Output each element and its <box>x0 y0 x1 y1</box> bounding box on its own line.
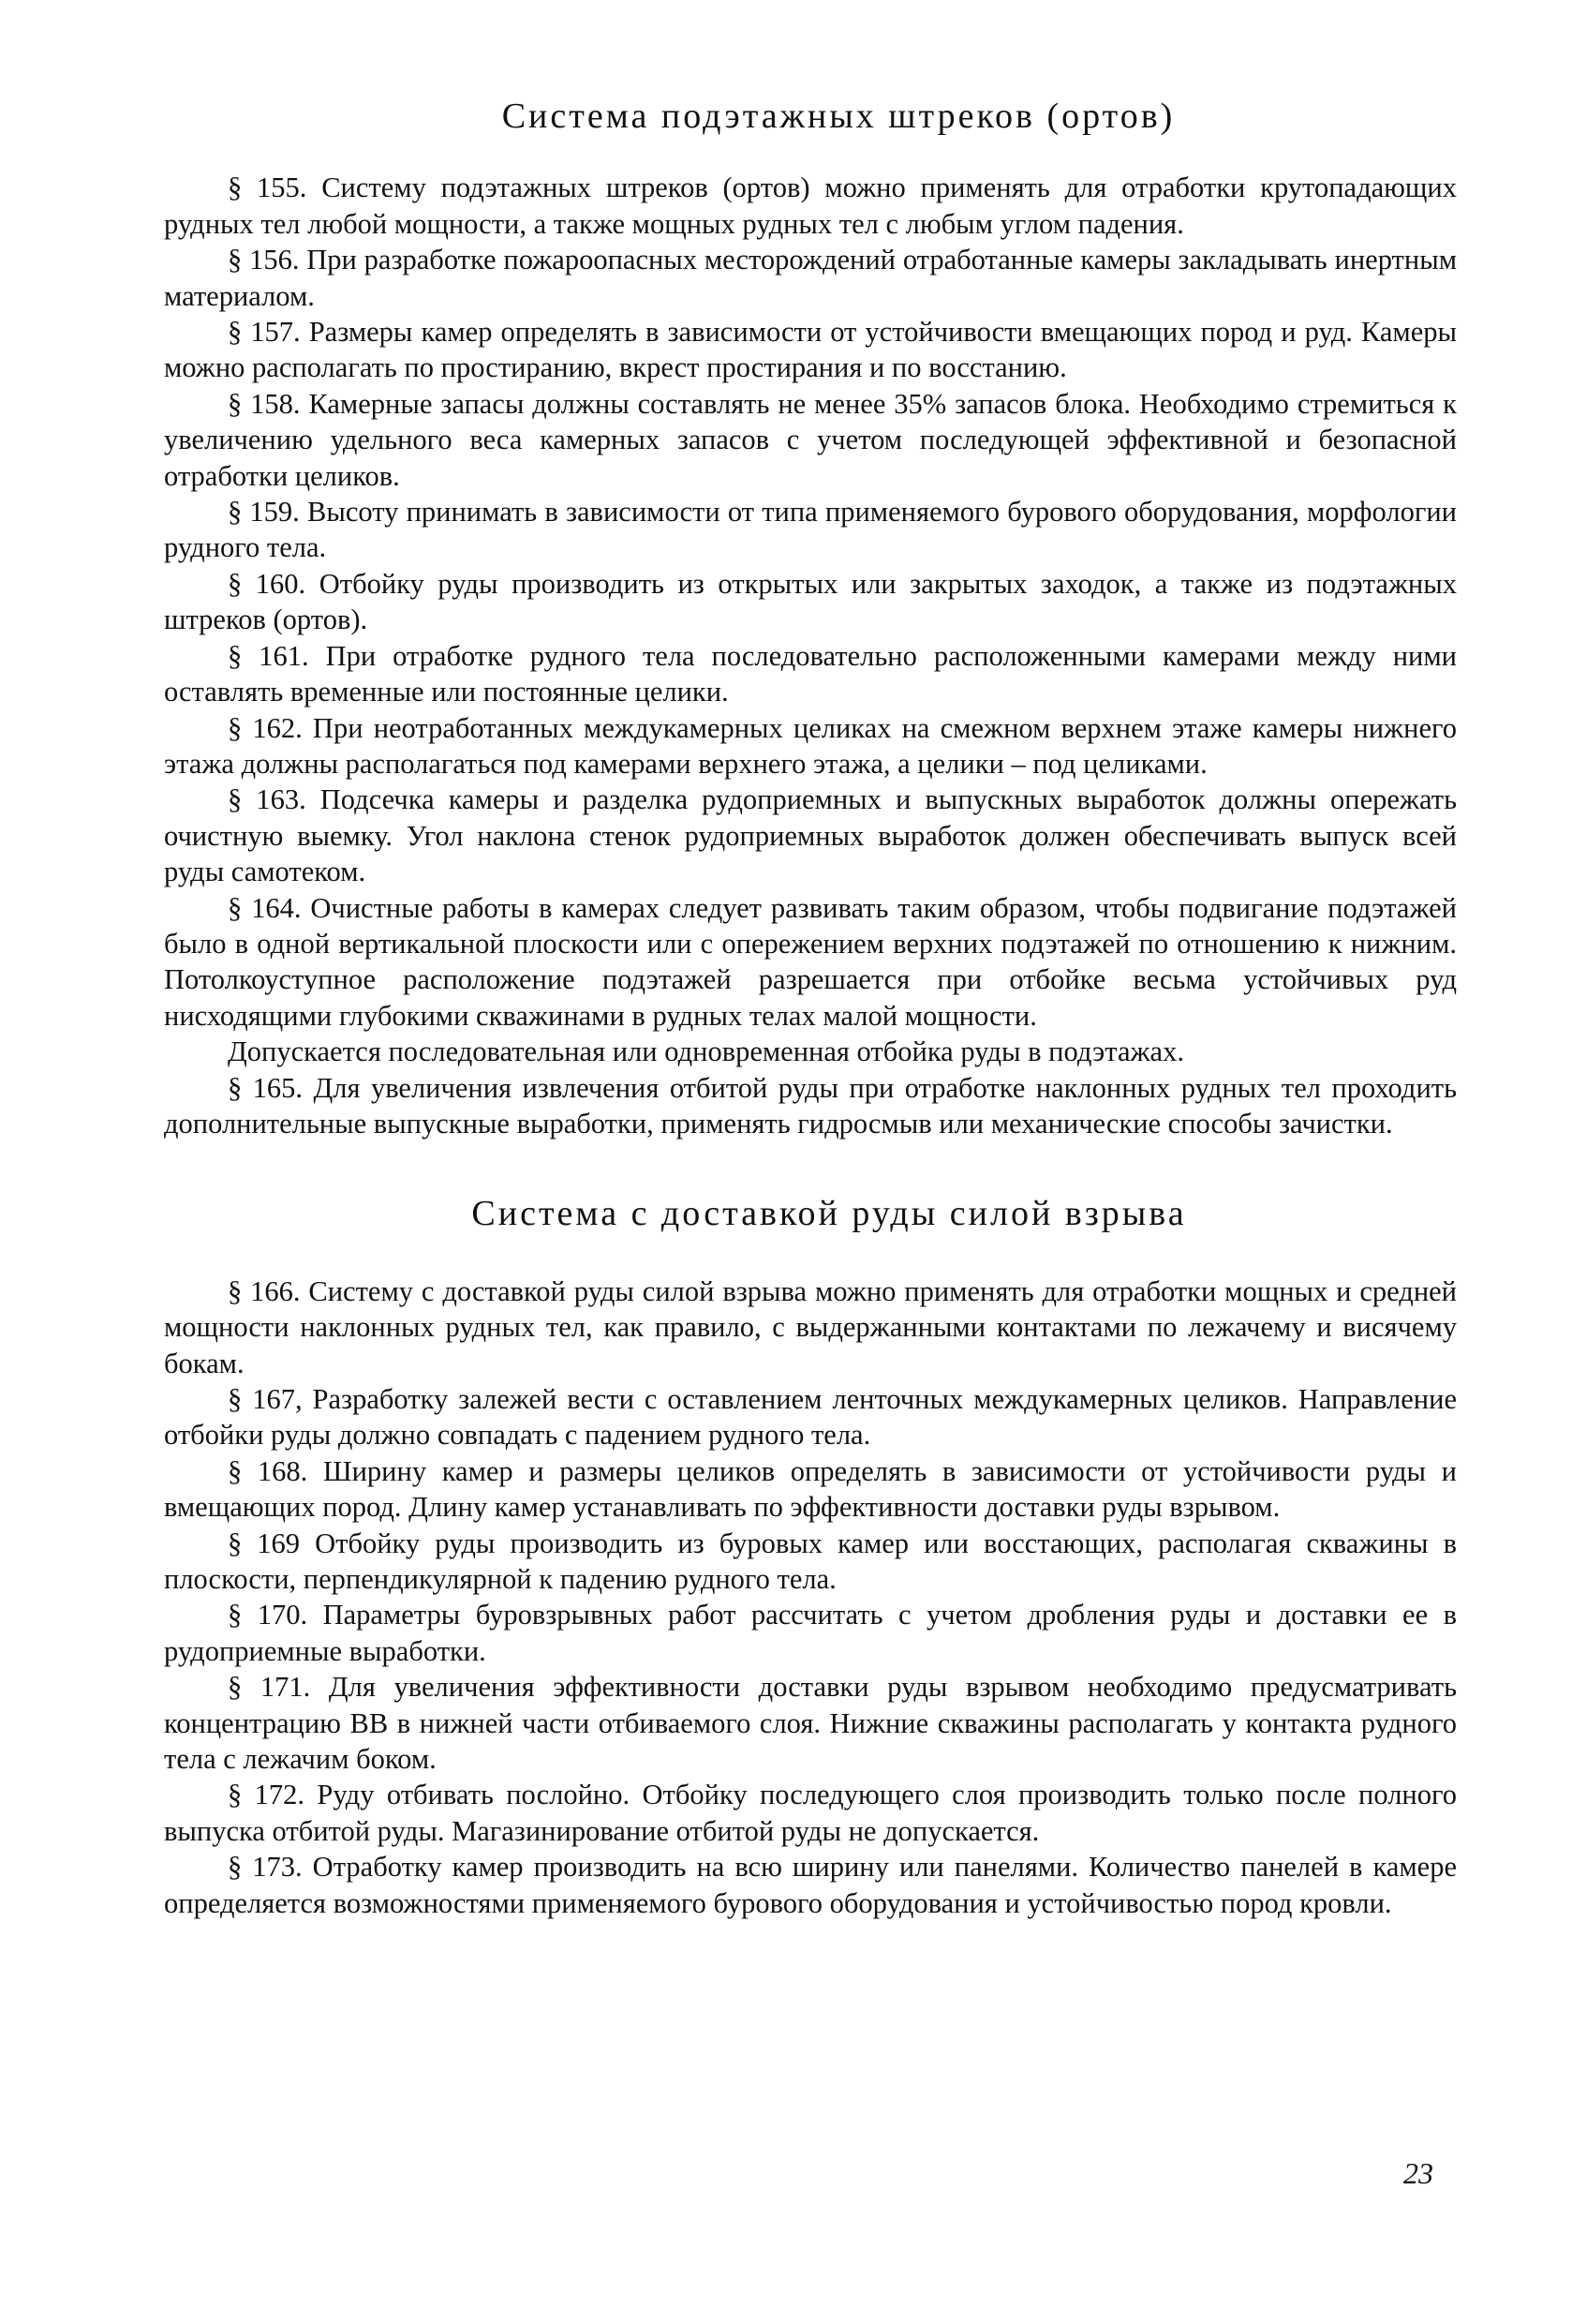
document-page <box>164 98 1457 2272</box>
paragraph-171: § 171. Для увеличения эффективности доставки руды взрывом необходимо предусматривать концентрацию ВВ в нижней части отбиваемого слоя. Нижние скважины располагать у контакта рудного тела с лежачим боком. <box>164 1671 1457 1776</box>
paragraph-158: § 158. Камерные запасы должны составлять не менее 35% запасов блока. Необходимо стремиться к увеличению удельного веса камерных запасов с учетом последующей эффективной и безопасной отработки целиков. <box>164 387 1457 492</box>
section-body <box>164 170 1457 1141</box>
paragraph-164-note: Допускается последовательная или одновременная отбойка руды в подэтажах. <box>228 1035 1184 1068</box>
section-body <box>164 1274 1457 1921</box>
paragraph-157: § 157. Размеры камер определять в зависимости от устойчивости вмещающих пород и руд. Камеры можно располагать по простиранию, вкрест простирания и по восстанию. <box>164 316 1457 384</box>
paragraph-155: § 155. Систему подэтажных штреков (ортов) можно применять для отработки крутопадающих рудных тел любой мощности, а также мощных рудных тел с любым углом падения. <box>164 171 1457 240</box>
paragraph-163: § 163. Подсечка камеры и разделка рудоприемных и выпускных выработок должны опережать очистную выемку. Угол наклона стенок рудоприемных выработок должен обеспечивать выпуск всей руды самотеком. <box>164 783 1457 888</box>
paragraph-161: § 161. При отработке рудного тела последовательно расположенными камерами между ними оставлять временные или постоянные целики. <box>164 639 1457 708</box>
paragraph-170: § 170. Параметры буровзрывных работ рассчитать с учетом дробления руды и доставки ее в рудоприемные выработки. <box>164 1599 1457 1667</box>
section-title: Система с доставкой руды силой взрыва <box>471 1194 1187 1234</box>
section-title: Система подэтажных штреков (ортов) <box>501 97 1176 136</box>
page-number: 23 <box>1403 2156 1433 2190</box>
paragraph-165: § 165. Для увеличения извлечения отбитой руды при отработке наклонных рудных тел проходить дополнительные выпускные выработки, применять гидросмыв или механические способы зачистки. <box>164 1071 1457 1140</box>
paragraph-173: § 173. Отработку камер производить на всю ширину или панелями. Количество панелей в камере определяется возможностями применяемого бурового оборудования и устойчивостью пород кровли. <box>164 1851 1457 1919</box>
paragraph-166: § 166. Систему с доставкой руды силой взрыва можно применять для отработки мощных и средней мощности наклонных рудных тел, как правило, с выдержанными контактами по лежачему и висячему бокам. <box>164 1274 1457 1379</box>
paragraph-172: § 172. Руду отбивать послойно. Отбойку последующего слоя производить только после полного выпуска отбитой руды. Магазинирование отбитой руды не допускается. <box>164 1779 1457 1847</box>
paragraph-162: § 162. При неотработанных междукамерных целиках на смежном верхнем этаже камеры нижнего этажа должны располагаться под камерами верхнего этажа, а целики – под целиками. <box>164 711 1457 780</box>
paragraph-159: § 159. Высоту принимать в зависимости от типа применяемого бурового оборудования, морфологии рудного тела. <box>164 496 1457 564</box>
paragraph-164: § 164. Очистные работы в камерах следует развивать таким образом, чтобы подвигание подэтажей было в одной вертикальной плоскости или с опережением верхних подэтажей по отношению к нижним. Потолкоуступное расположение подэтажей разрешается при отбойке весьма устойчивых руд нисходящими глубокими скважинами в рудных телах малой мощности. <box>164 891 1457 1032</box>
paragraph-160: § 160. Отбойку руды производить из открытых или закрытых заходок, а также из подэтажных штреков (ортов). <box>164 567 1457 636</box>
paragraph-168: § 168. Ширину камер и размеры целиков определять в зависимости от устойчивости руды и вмещающих пород. Длину камер устанавливать по эффективности доставки руды взрывом. <box>164 1454 1457 1524</box>
paragraph-156: § 156. При разработке пожароопасных месторождений отработанные камеры закладывать инертным материалом. <box>164 244 1457 312</box>
paragraph-167: § 167, Разработку залежей вести с оставлением ленточных междукамерных целиков. Направление отбойки руды должно совпадать с падением рудного тела. <box>164 1383 1457 1452</box>
paragraph-169: § 169 Отбойку руды производить из буровых камер или восстающих, располагая скважины в плоскости, перпендикулярной к падению рудного тела. <box>164 1527 1457 1596</box>
